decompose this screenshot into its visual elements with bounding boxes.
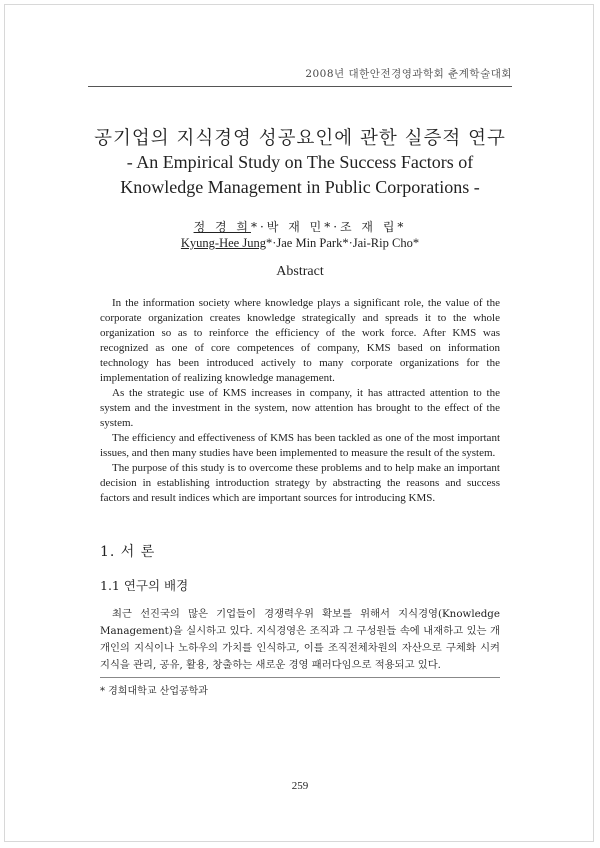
abstract-paragraph: The purpose of this study is to overcome these problems and to help make an important decision in establishing introduction strategy by abstracting the reasons and success factors and result indices which are important sources for introducing KMS. — [100, 462, 500, 504]
abstract-body — [100, 296, 500, 506]
header-rule — [88, 86, 512, 87]
abstract-paragraph: As the strategic use of KMS increases in company, it has attracted attention to the system and the investment in the system, now attention has brought to the effect of the system. — [100, 387, 500, 429]
title-english-line2: Knowledge Management in Public Corporations - — [120, 177, 480, 197]
abstract-paragraph: The efficiency and effectiveness of KMS has been tackled as one of the most important issues, and then many studies have been implemented to measure the result of the system. — [100, 432, 500, 459]
authors-korean — [0, 218, 600, 235]
author-ko-rest: *·박 재 민*·조 재 립* — [250, 220, 407, 234]
author-en-first: Kyung-Hee Jung — [180, 236, 266, 250]
author-ko-first: 정 경 희 — [193, 220, 251, 234]
author-en-rest: *·Jae Min Park*·Jai-Rip Cho* — [265, 236, 420, 250]
authors-english — [0, 236, 600, 251]
abstract-paragraph: In the information society where knowledge plays a significant role, the value of the corporate organization creates knowledge strategically and spreads it to the whole organization so as to reinforce the efficiency of the work force. After KMS was recognized as one of core competences of company, KMS based on information technology has been introduced actively to many corporate organizations for the implementation of realizing knowledge management. — [100, 297, 500, 384]
body-paragraph: 최근 선진국의 많은 기업들이 경쟁력우위 확보를 위해서 지식경영(Knowledge Management)을 실시하고 있다. 지식경영은 조직과 그 구성원들 속에 내재하고 있는 개개인의 지식이나 노하우의 가치를 인식하고, 이를 조직전체차원의 자산으로 구체화 시켜 지식을 관리, 공유, 활용, 창출하는 새로운 경영 패러다임으로 적용되고 있다. — [100, 608, 500, 671]
page-number: 259 — [291, 780, 309, 792]
abstract-heading: Abstract — [276, 264, 324, 279]
footnote-rule — [100, 677, 500, 678]
subsection-heading: 1.1 연구의 배경 — [100, 578, 189, 593]
title-korean: 공기업의 지식경영 성공요인에 관한 실증적 연구 — [94, 128, 506, 149]
section-heading: 1. 서 론 — [100, 544, 156, 560]
title-english-line1: - An Empirical Study on The Success Factors of — [126, 152, 474, 172]
footnote: * 경희대학교 산업공학과 — [100, 686, 208, 697]
running-header: 2008년 대한안전경영과학회 춘계학술대회 — [305, 68, 512, 80]
